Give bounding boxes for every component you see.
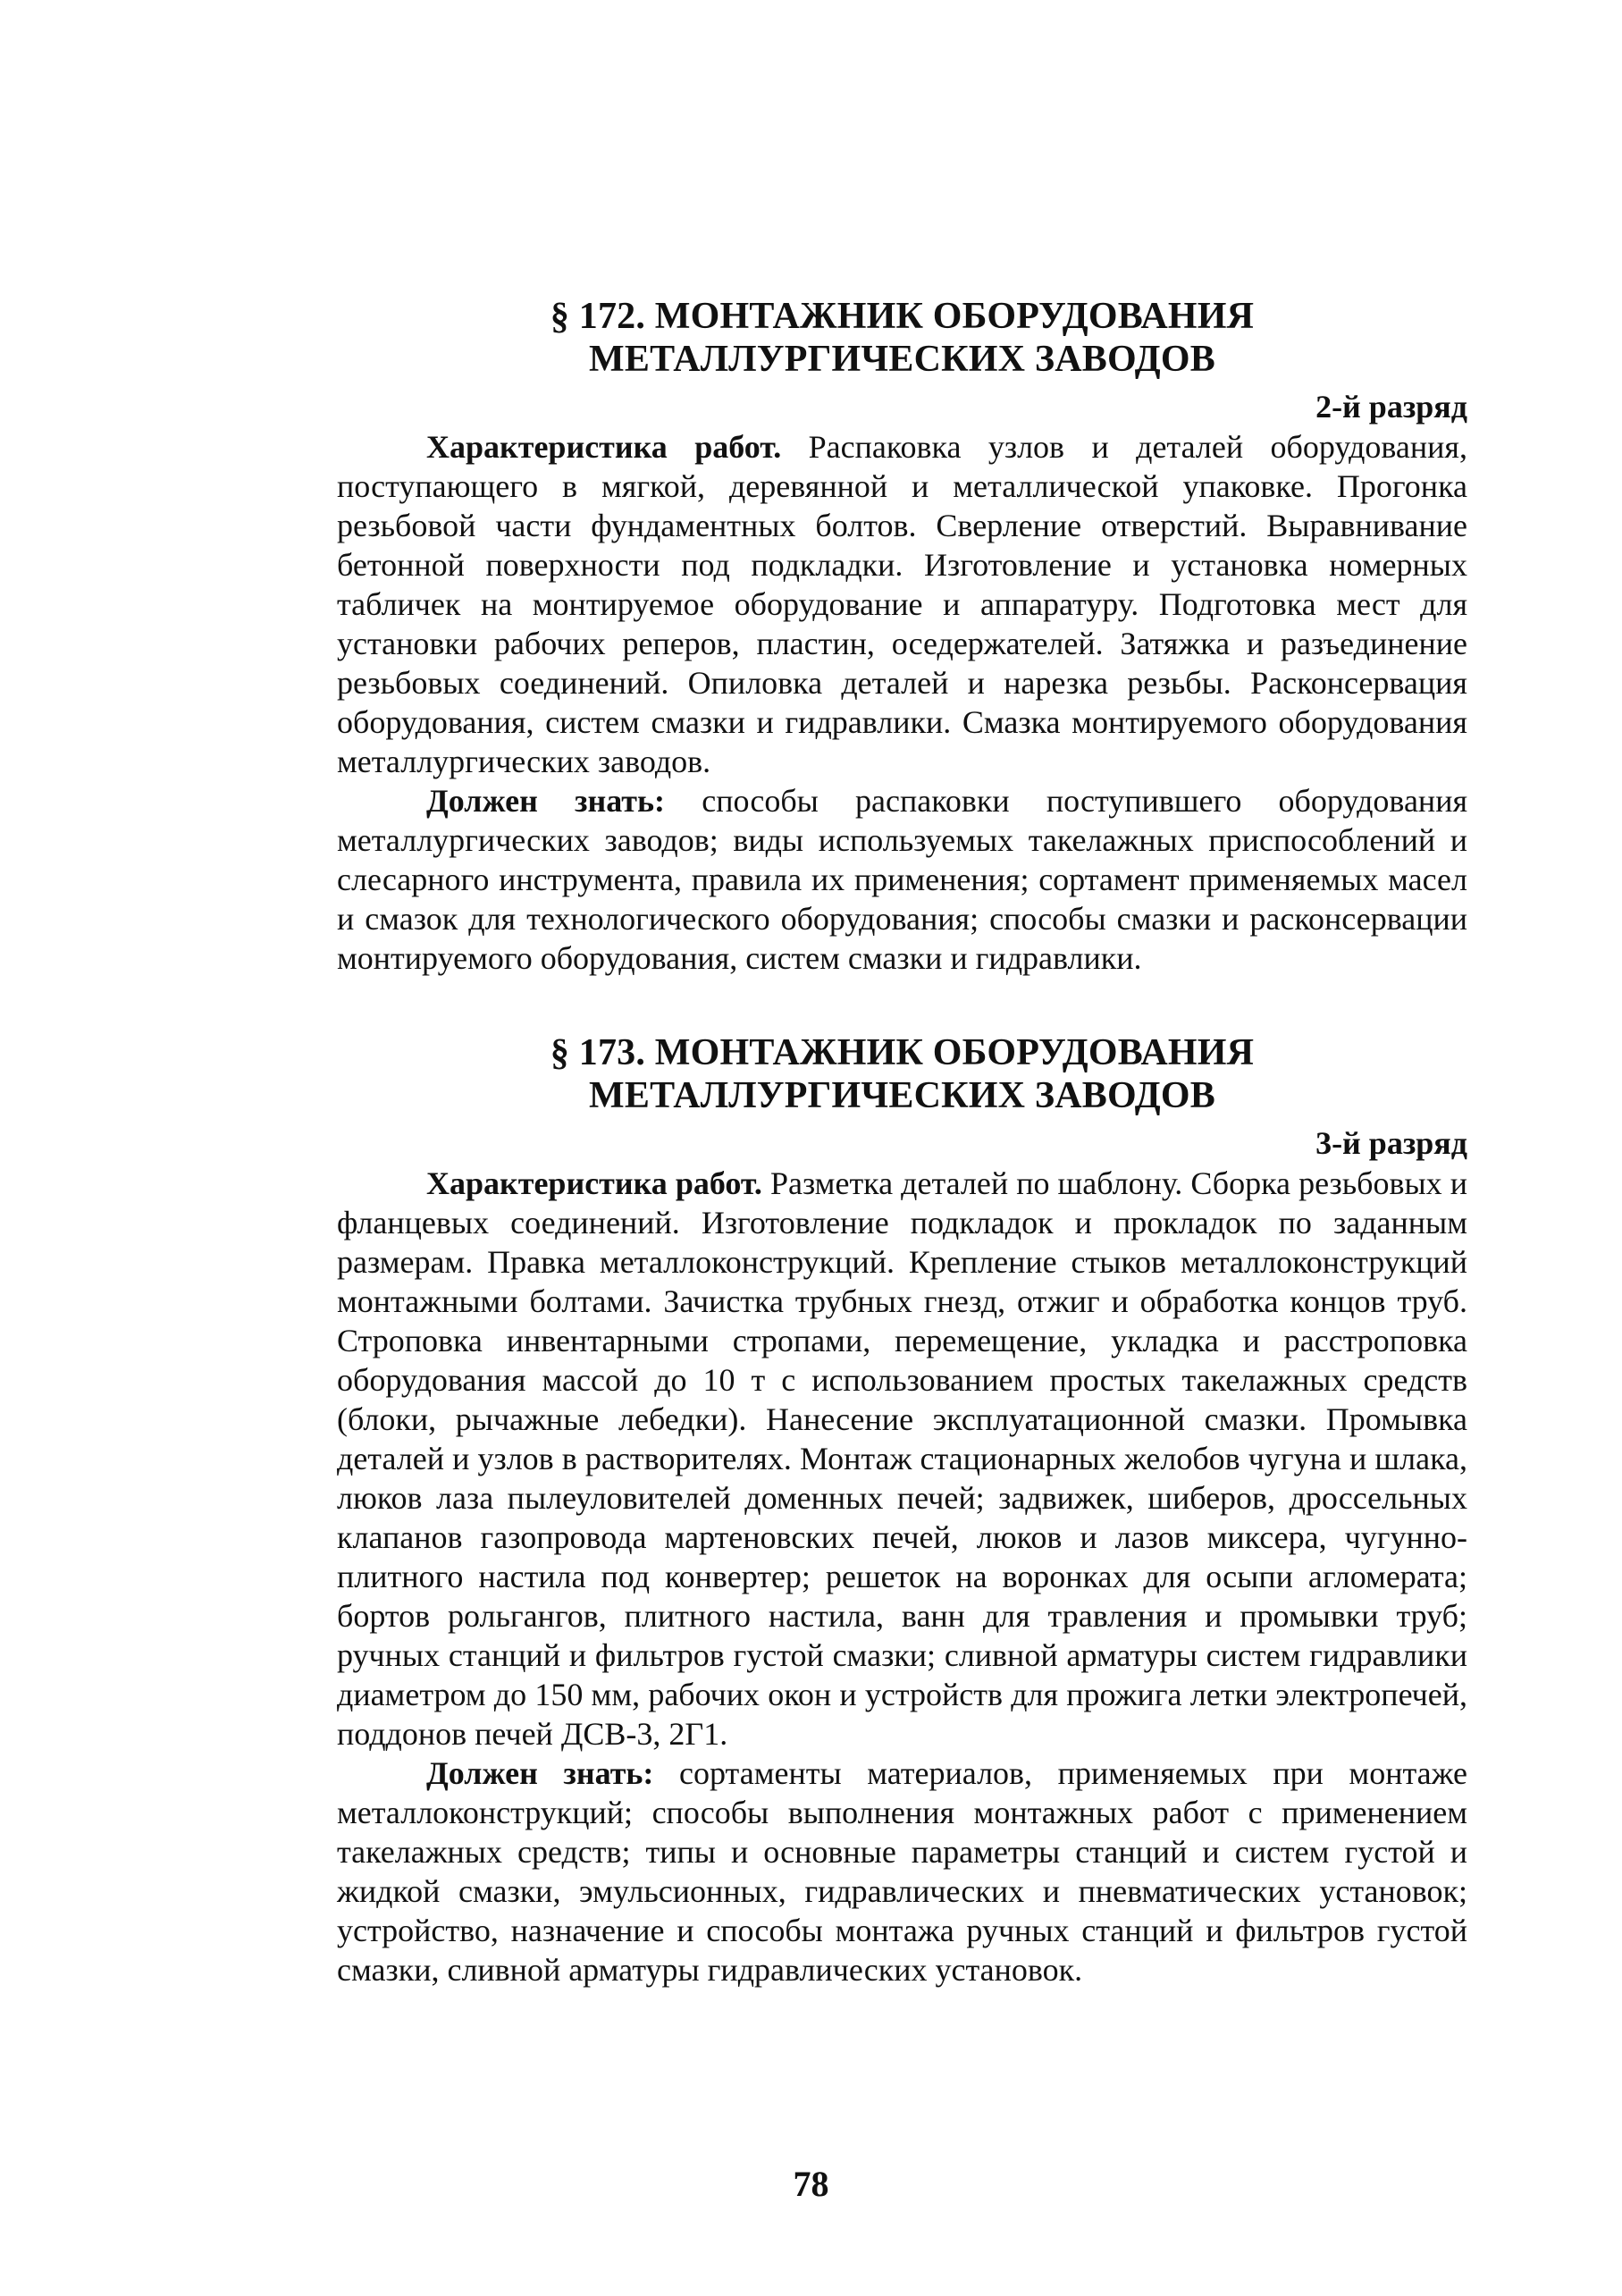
required-knowledge-text: способы распаковки поступившего оборудования металлургических заводов; виды используемых такелажных приспособлений и слесарного инструмента, правила их применения; сортамент применяемых масел и смазок для технологического оборудования; способы смазки и расконсервации монтируемого оборудования, систем смазки и гидравлики. [337, 783, 1468, 976]
required-knowledge-label: Должен знать: [426, 1755, 654, 1791]
required-knowledge [337, 1754, 1467, 1989]
grade-label: 3-й разряд [1315, 1125, 1467, 1161]
document-page [337, 295, 1467, 1989]
required-knowledge-label: Должен знать: [426, 783, 666, 819]
required-knowledge-text: сортаменты материалов, применяемых при монтаже металлоконструкций; способы выполнения монтажных работ с применением такелажных средств; типы и основные параметры станций и систем густой и жидкой смазки, эмульсионных, гидравлических и пневматических установок; устройство, назначение и способы монтажа ручных станций и фильтров густой смазки, сливной арматуры гидравлических установок. [337, 1755, 1468, 1988]
section-173 [337, 1031, 1467, 1989]
grade-label: 2-й разряд [1315, 389, 1467, 425]
required-knowledge [337, 781, 1467, 978]
section-heading: § 172. МОНТАЖНИК ОБОРУДОВАНИЯ МЕТАЛЛУРГИЧЕСКИХ ЗАВОДОВ [550, 296, 1255, 380]
work-description-text: Разметка деталей по шаблону. Сборка резьбовых и фланцевых соединений. Изготовление подкладок и прокладок по заданным размерам. Правка металлоконструкций. Крепление стыков металлоконструкций монтажными болтами. Зачистка трубных гнезд, отжиг и обработка концов труб. Строповка инвентарными стропами, перемещение, укладка и расстроповка оборудования массой до 10 т с использованием простых такелажных средств (блоки, рычажные лебедки). Нанесение эксплуатационной смазки. Промывка деталей и узлов в растворителях. Монтаж стационарных желобов чугуна и шлака, люков лаза пылеуловителей доменных печей; задвижек, шиберов, дроссельных клапанов газопровода мартеновских печей, люков и лазов миксера, чугунно-плитного настила под конвертер; решеток на воронках для осыпи агломерата; бортов рольгангов, плитного настила, ванн для травления и промывки труб; ручных станций и фильтров густой смазки; сливной арматуры систем гидравлики диаметром до 150 мм, рабочих окон и устройств для прожига летки электропечей, поддонов печей ДСВ-3, 2Г1. [337, 1165, 1467, 1752]
page-number: 78 [793, 2164, 829, 2204]
section-heading: § 173. МОНТАЖНИК ОБОРУДОВАНИЯ МЕТАЛЛУРГИЧЕСКИХ ЗАВОДОВ [550, 1032, 1255, 1116]
section-172 [337, 295, 1467, 978]
work-description-label: Характеристика работ. [426, 429, 782, 465]
work-description [337, 1164, 1467, 1754]
work-description-label: Характеристика работ. [426, 1165, 762, 1201]
work-description-text: Распаковка узлов и деталей оборудования, поступающего в мягкой, деревянной и металлической упаковке. Прогонка резьбовой части фундаментных болтов. Сверление отверстий. Выравнивание бетонной поверхности под подкладки. Изготовление и установка номерных табличек на монтируемое оборудование и аппаратуру. Подготовка мест для установки рабочих реперов, пластин, оседержателей. Затяжка и разъединение резьбовых соединений. Опиловка деталей и нарезка резьбы. Расконсервация оборудования, систем смазки и гидравлики. Смазка монтируемого оборудования металлургических заводов. [337, 429, 1467, 779]
work-description [337, 427, 1467, 781]
